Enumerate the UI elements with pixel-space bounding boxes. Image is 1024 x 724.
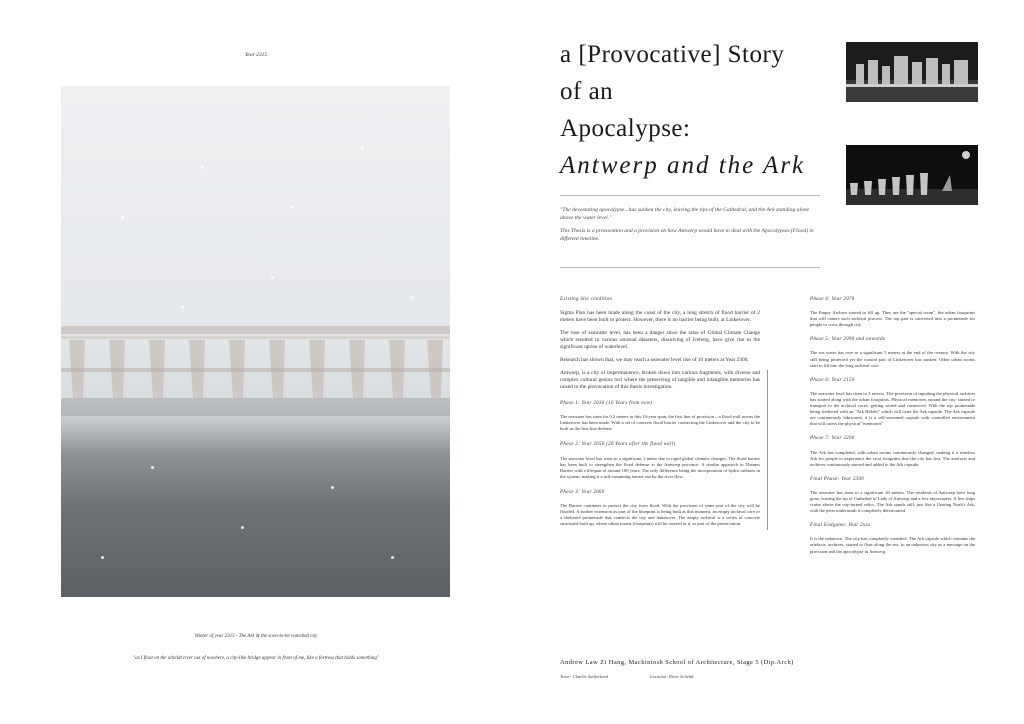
- phase4-heading: Phase 4: Year 2070: [810, 297, 855, 302]
- phase6-text: The seawater level has risen to 5 meters. The provision of inputting the physical archives has started along with the urban footprints. Physical memories around the city, started to transport to the archival cores, getting sorted and conserved. With the top promenade being sheltered with an "Ark Holder" which will cater the Ark capsule. The Ark capsule are continuously fabricated, it is a self-sustained capsule with controlled environment that will caters the physical "memories": [810, 390, 975, 427]
- thumbnail-ark-structure: [846, 42, 978, 102]
- phase2-heading: Phase 2: Year 2050 (20 Years after the flood wall): [560, 442, 676, 448]
- hero-image: [61, 86, 450, 597]
- phase7-heading: Phase 7: Year 2200: [810, 436, 855, 442]
- final-phase-heading: Final Phase: Year 2300: [810, 476, 865, 482]
- title-line-2: of an: [560, 78, 614, 105]
- existing-paragraph-3: Research has shown that, we may reach a seawater level rise of 10 meters at Year 2300.: [560, 357, 749, 364]
- phase6-heading: Phase 6: Year 2150: [810, 377, 855, 383]
- quote-sub: This Thesis is a provocation and a provision on how Antwerp would have to deal with the Apocalypses (Flood) in different timeline.: [560, 228, 814, 242]
- thesis-quote: [560, 207, 822, 243]
- thumbnail-illustration-1: [846, 42, 978, 102]
- phase5-text: The sea water has rose to a significant 5 meters at the end of the century. With the city still being protected yet the coastal part of Linkerover has sunken. Other urban rooms start to fill into the long archival core.: [810, 350, 975, 368]
- title-line-1: a [Provocative] Story: [560, 41, 785, 68]
- image-caption: Winter of year 2315 - The Ark & the soon-to-be vanished city: [194, 634, 318, 639]
- quote-main: "The devastating apocalypse...has sunken the city, leaving the tips of the Cathedral, and the Ark standing alone above the water level.": [560, 207, 810, 221]
- phase2-text: The seawater level has risen to a significant 1 meter due to rapid global climatic changes. The flood barrier has been built to strengthen the flood defense at the Antwerp province. A similar approach to Thames Barrier with a lifespan of around 100 years. The only difference being the incorporation of hydro turbines in the system, making it a self-sustaining barrier ran by the river flow.: [560, 455, 760, 479]
- phase3-heading: Phase 3: Year 2060: [560, 489, 605, 495]
- image-quote: "as I float on the scheldt river out of nowhere, a city-like bridge appear in front of me, like a fortress that holds something": [133, 656, 379, 661]
- year-heading: Year 2315: [244, 52, 268, 58]
- column-right: [810, 297, 975, 561]
- author-credit: Andrew Law Zi Hang, Mackintosh School of Architecture, Stage 5 (Dip.Arch): [560, 659, 794, 666]
- phase1-heading: Phase 1: Year 2030 (10 Years from now): [560, 401, 653, 407]
- divider-bottom: [560, 267, 820, 268]
- title-line-4: Antwerp and the Ark: [560, 152, 806, 179]
- column-divider: [767, 370, 768, 530]
- page-title: [560, 36, 805, 184]
- endgame-heading: Final Endgame: Year 2xxx: [810, 523, 871, 529]
- existing-paragraph-1: Sigma Plan has been made along the coast of the city, a long stretch of flood barrier of 2 meters have been built to protect. However, there is no barrier being built, at Linkerover.: [560, 310, 760, 324]
- phase1-text: The seawater has risen for 0.2 meters in this 10-year span, the first line of provision – a flood wall across the Linkerover has been made. With a set of concrete flood barrier connecting the Linkerover and the city to be built as the first line defense.: [560, 414, 760, 432]
- ark-bridge-illustration: [61, 326, 450, 416]
- phase4-text: The Empty Archive started to fill up. They are the "special room", the urban footprints that will catters such archival process. The top part is converted into a promenade for people to cross through city.: [810, 310, 975, 328]
- existing-heading: Existing Site condition: [560, 297, 613, 302]
- divider-top: [560, 195, 820, 196]
- phase7-text: The Ark has completed, with urban rooms continuously changed, making it a timeless Ark for people to experience the vital footprints that the city has lost. The artefacts and archives continuously moved and added to the Ark capsule.: [810, 449, 975, 467]
- existing-paragraph-2: The rose of seawater level, has been a danger since the raise of Global Climate Change which resulted in various unusual disasters, dissolving of Iceberg, have give rise to the significant uprise of waterlevel.: [560, 330, 760, 351]
- title-line-3: Apocalypse:: [560, 115, 691, 142]
- thumbnail-illustration-2: [846, 145, 978, 205]
- thumbnail-ark-night: [846, 145, 978, 205]
- existing-paragraph-4: Antwerp, is a city of impermanence, broken down into various fragments, with diverse and complex cultural genius loci where the preserving of tangible and intangible memories has raised to the provocation of this thesis investigation.: [560, 370, 760, 391]
- column-left: [560, 297, 760, 533]
- tutor-credit: Tutor: Charlie Sutherland: [560, 674, 608, 679]
- location-credit: Location: River Scheldt: [650, 674, 694, 679]
- endgame-text: It is the unknown. The city has completely vanished. The Ark capsule which contains the artefacts, archives, started to float along the sea, to an unknown city as a message on the provision and the apocalypse in Antwerp.: [810, 536, 975, 554]
- phase5-heading: Phase 5: Year 2090 and onwards: [810, 337, 886, 343]
- phase3-text: The Barrier continues to protect the city from flood. With the provision of some part of the city will be flooded. A further extension as part of the blueprint is being built at this moment, an empty archival core or a sheltered promenade that connects the city and linkerover. The empty archival is a series of concrete structured built up, where urban rooms (footprints) will be catered in it, as part of the preservation.: [560, 503, 760, 527]
- final-phase-text: The seawater has risen to a significant 20 meters. The residents of Antwerp have long gone, leaving the tip of Cathedral of Lady of Antwerp and a few skyscrapers. A few ships cruise above the city-turned relics. The Ark stands still, just like a floating Noah's Ark, with the piers underneath it completely deteriorated.: [810, 489, 975, 514]
